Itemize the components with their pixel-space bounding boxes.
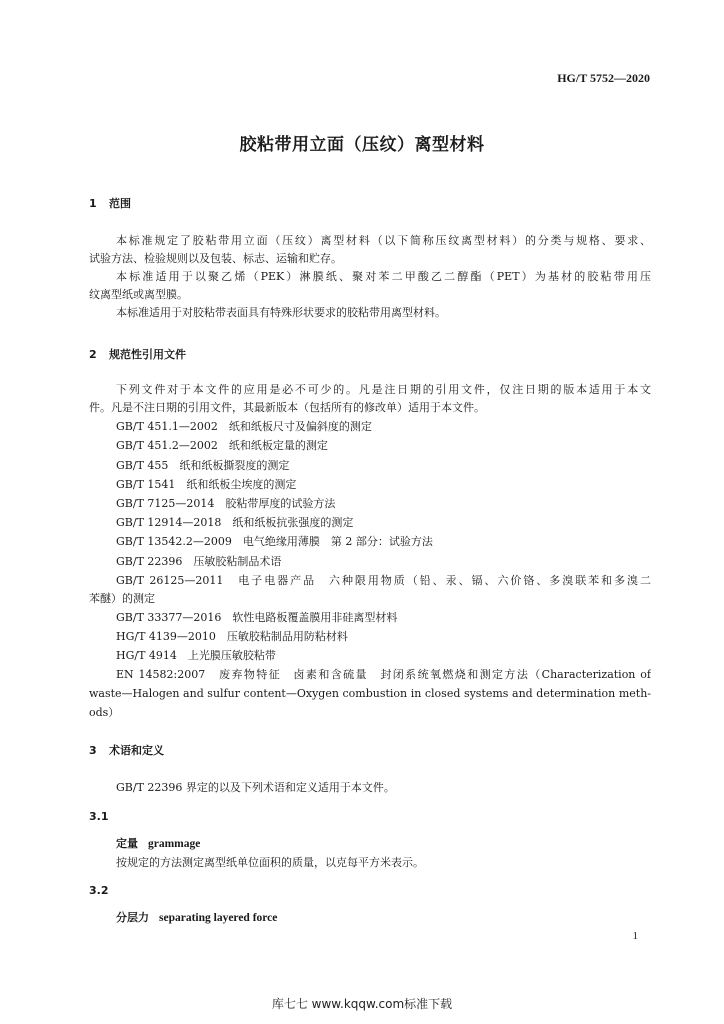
reference-item: GB/T 451.1—2002 纸和纸板尺寸及偏斜度的测定 — [116, 420, 372, 433]
paragraph-line: 试验方法、检验规则以及包装、标志、运输和贮存。 — [89, 252, 342, 265]
paragraph-line: 纹离型纸或离型膜。 — [89, 288, 188, 301]
paragraph-line: 本标准适用于对胶粘带表面具有特殊形状要求的胶粘带用离型材料。 — [116, 306, 446, 319]
reference-item: GB/T 12914—2018 纸和纸板抗张强度的测定 — [116, 516, 354, 529]
section-title: 规范性引用文件 — [109, 348, 186, 361]
section-number: 1 — [89, 197, 97, 210]
reference-item: GB/T 7125—2014 胶粘带厚度的试验方法 — [116, 497, 336, 510]
term-entry — [116, 836, 651, 852]
reference-item: GB/T 455 纸和纸板撕裂度的测定 — [116, 459, 290, 472]
reference-item: GB/T 451.2—2002 纸和纸板定量的测定 — [116, 439, 328, 452]
section-title: 范围 — [109, 197, 131, 210]
term-english: grammage — [148, 838, 201, 850]
term-definition: 按规定的方法测定离型纸单位面积的质量，以克每平方米表示。 — [116, 856, 424, 869]
section-heading-scope — [89, 195, 131, 211]
paragraph-line: 本标准适用于以聚乙烯（PEK）淋膜纸、聚对苯二甲酸乙二醇酯（PET）为基材的胶粘带用压 — [116, 270, 651, 283]
standard-code: HG/T 5752—2020 — [557, 71, 650, 85]
reference-item: HG/T 4139—2010 压敏胶粘制品用防粘材料 — [116, 630, 348, 643]
paragraph-line: 件。凡是不注日期的引用文件，其最新版本（包括所有的修改单）适用于本文件。 — [89, 401, 485, 414]
paragraph-line: 本标准规定了胶粘带用立面（压纹）离型材料（以下简称压纹离型材料）的分类与规格、要求、 — [116, 234, 651, 247]
reference-item-continuation: 苯醚）的测定 — [89, 592, 155, 605]
reference-item: GB/T 26125—2011 电子电器产品 六种限用物质（铅、汞、镉、六价铬、多溴联苯和多溴二 — [116, 574, 651, 587]
term-number: 3.1 — [89, 810, 109, 823]
download-footer: 库七七 www.kqqw.com标准下载 — [271, 997, 453, 1011]
reference-item: EN 14582:2007 废弃物特征 卤素和含硫量 封闭系统氧燃烧和测定方法（Characterization of — [116, 668, 651, 681]
term-english: separating layered force — [159, 912, 278, 924]
document-title: 胶粘带用立面（压纹）离型材料 — [239, 135, 485, 155]
reference-item-continuation: ods） — [89, 706, 120, 719]
page-number: 1 — [632, 930, 638, 942]
section-number: 2 — [89, 348, 97, 361]
section-heading-terms — [89, 742, 164, 758]
reference-item: GB/T 22396 压敏胶粘制品术语 — [116, 555, 282, 568]
reference-item: GB/T 1541 纸和纸板尘埃度的测定 — [116, 478, 297, 491]
paragraph-line: GB/T 22396 界定的以及下列术语和定义适用于本文件。 — [116, 781, 395, 794]
term-entry — [116, 910, 651, 926]
section-heading-normative-references — [89, 346, 186, 362]
term-chinese: 定量 — [116, 837, 138, 850]
section-title: 术语和定义 — [109, 744, 164, 757]
reference-item: GB/T 33377—2016 软性电路板覆盖膜用非硅离型材料 — [116, 611, 398, 624]
reference-item-continuation: waste—Halogen and sulfur content—Oxygen combustion in closed systems and determination meth- — [89, 687, 651, 700]
term-number: 3.2 — [89, 884, 109, 897]
reference-item: HG/T 4914 上光膜压敏胶粘带 — [116, 649, 276, 662]
term-chinese: 分层力 — [116, 911, 149, 924]
paragraph-line: 下列文件对于本文件的应用是必不可少的。凡是注日期的引用文件，仅注日期的版本适用于本文 — [116, 383, 651, 396]
section-number: 3 — [89, 744, 97, 757]
reference-item: GB/T 13542.2—2009 电气绝缘用薄膜 第 2 部分：试验方法 — [116, 535, 433, 548]
